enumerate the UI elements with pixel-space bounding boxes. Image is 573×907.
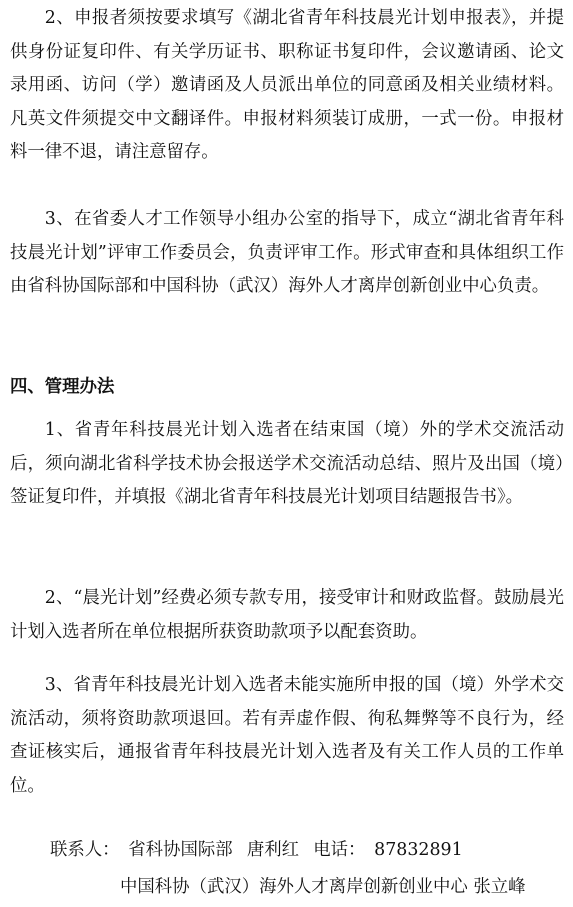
paragraph-review-committee: 3、在省委人才工作领导小组办公室的指导下，成立“湖北省青年科技晨光计划”评审工作委员会，负责评审工作。形式审查和具体组织工作由省科协国际部和中国科协（武汉）海外人才离岸创新创业中心负责。 [10,209,564,297]
paragraph-management-item-2: 2、“晨光计划”经费必须专款专用，接受审计和财政监督。鼓励晨光计划入选者所在单位根据所获资助款项予以配套资助。 [10,588,564,642]
paragraph-management-item-3: 3、省青年科技晨光计划入选者未能实施所申报的国（境）外学术交流活动，须将资助款项退回。若有弄虚作假、徇私舞弊等不良行为，经查证核实后，通报省青年科技晨光计划入选者及有关工作人员的工作单位。 [10,675,564,796]
section-heading-management: 四、管理办法 [10,377,115,397]
contact-label: 联系人： [50,840,120,860]
contact-org-2: 中国科协（武汉）海外人才离岸创新创业中心 [120,877,468,897]
paragraph-application-materials: 2、申报者须按要求填写《湖北省青年科技晨光计划申报表》，并提供身份证复印件、有关学历证书、职称证书复印件，会议邀请函、论文录用函、访问（学）邀请函及人员派出单位的同意函及相关业绩材料。凡英文件须提交中文翻译件。申报材料须装订成册，一式一份。申报材料一律不退，请注意留存。 [10,8,564,163]
contact-org-1: 省科协国际部 [128,840,233,860]
contact-person-1: 唐利红 [246,840,300,860]
contact-person-2: 张立峰 [473,877,526,897]
paragraph-management-item-1: 1、省青年科技晨光计划入选者在结束国（境）外的学术交流活动后，须向湖北省科学技术协会报送学术交流活动总结、照片及出国（境）签证复印件，并填报《湖北省青年科技晨光计划项目结题报告书》。 [10,420,564,508]
contact-line-1 [50,835,463,865]
phone-number: 87832891 [374,840,463,860]
contact-line-2 [120,872,526,902]
phone-label: 电话： [313,840,366,860]
